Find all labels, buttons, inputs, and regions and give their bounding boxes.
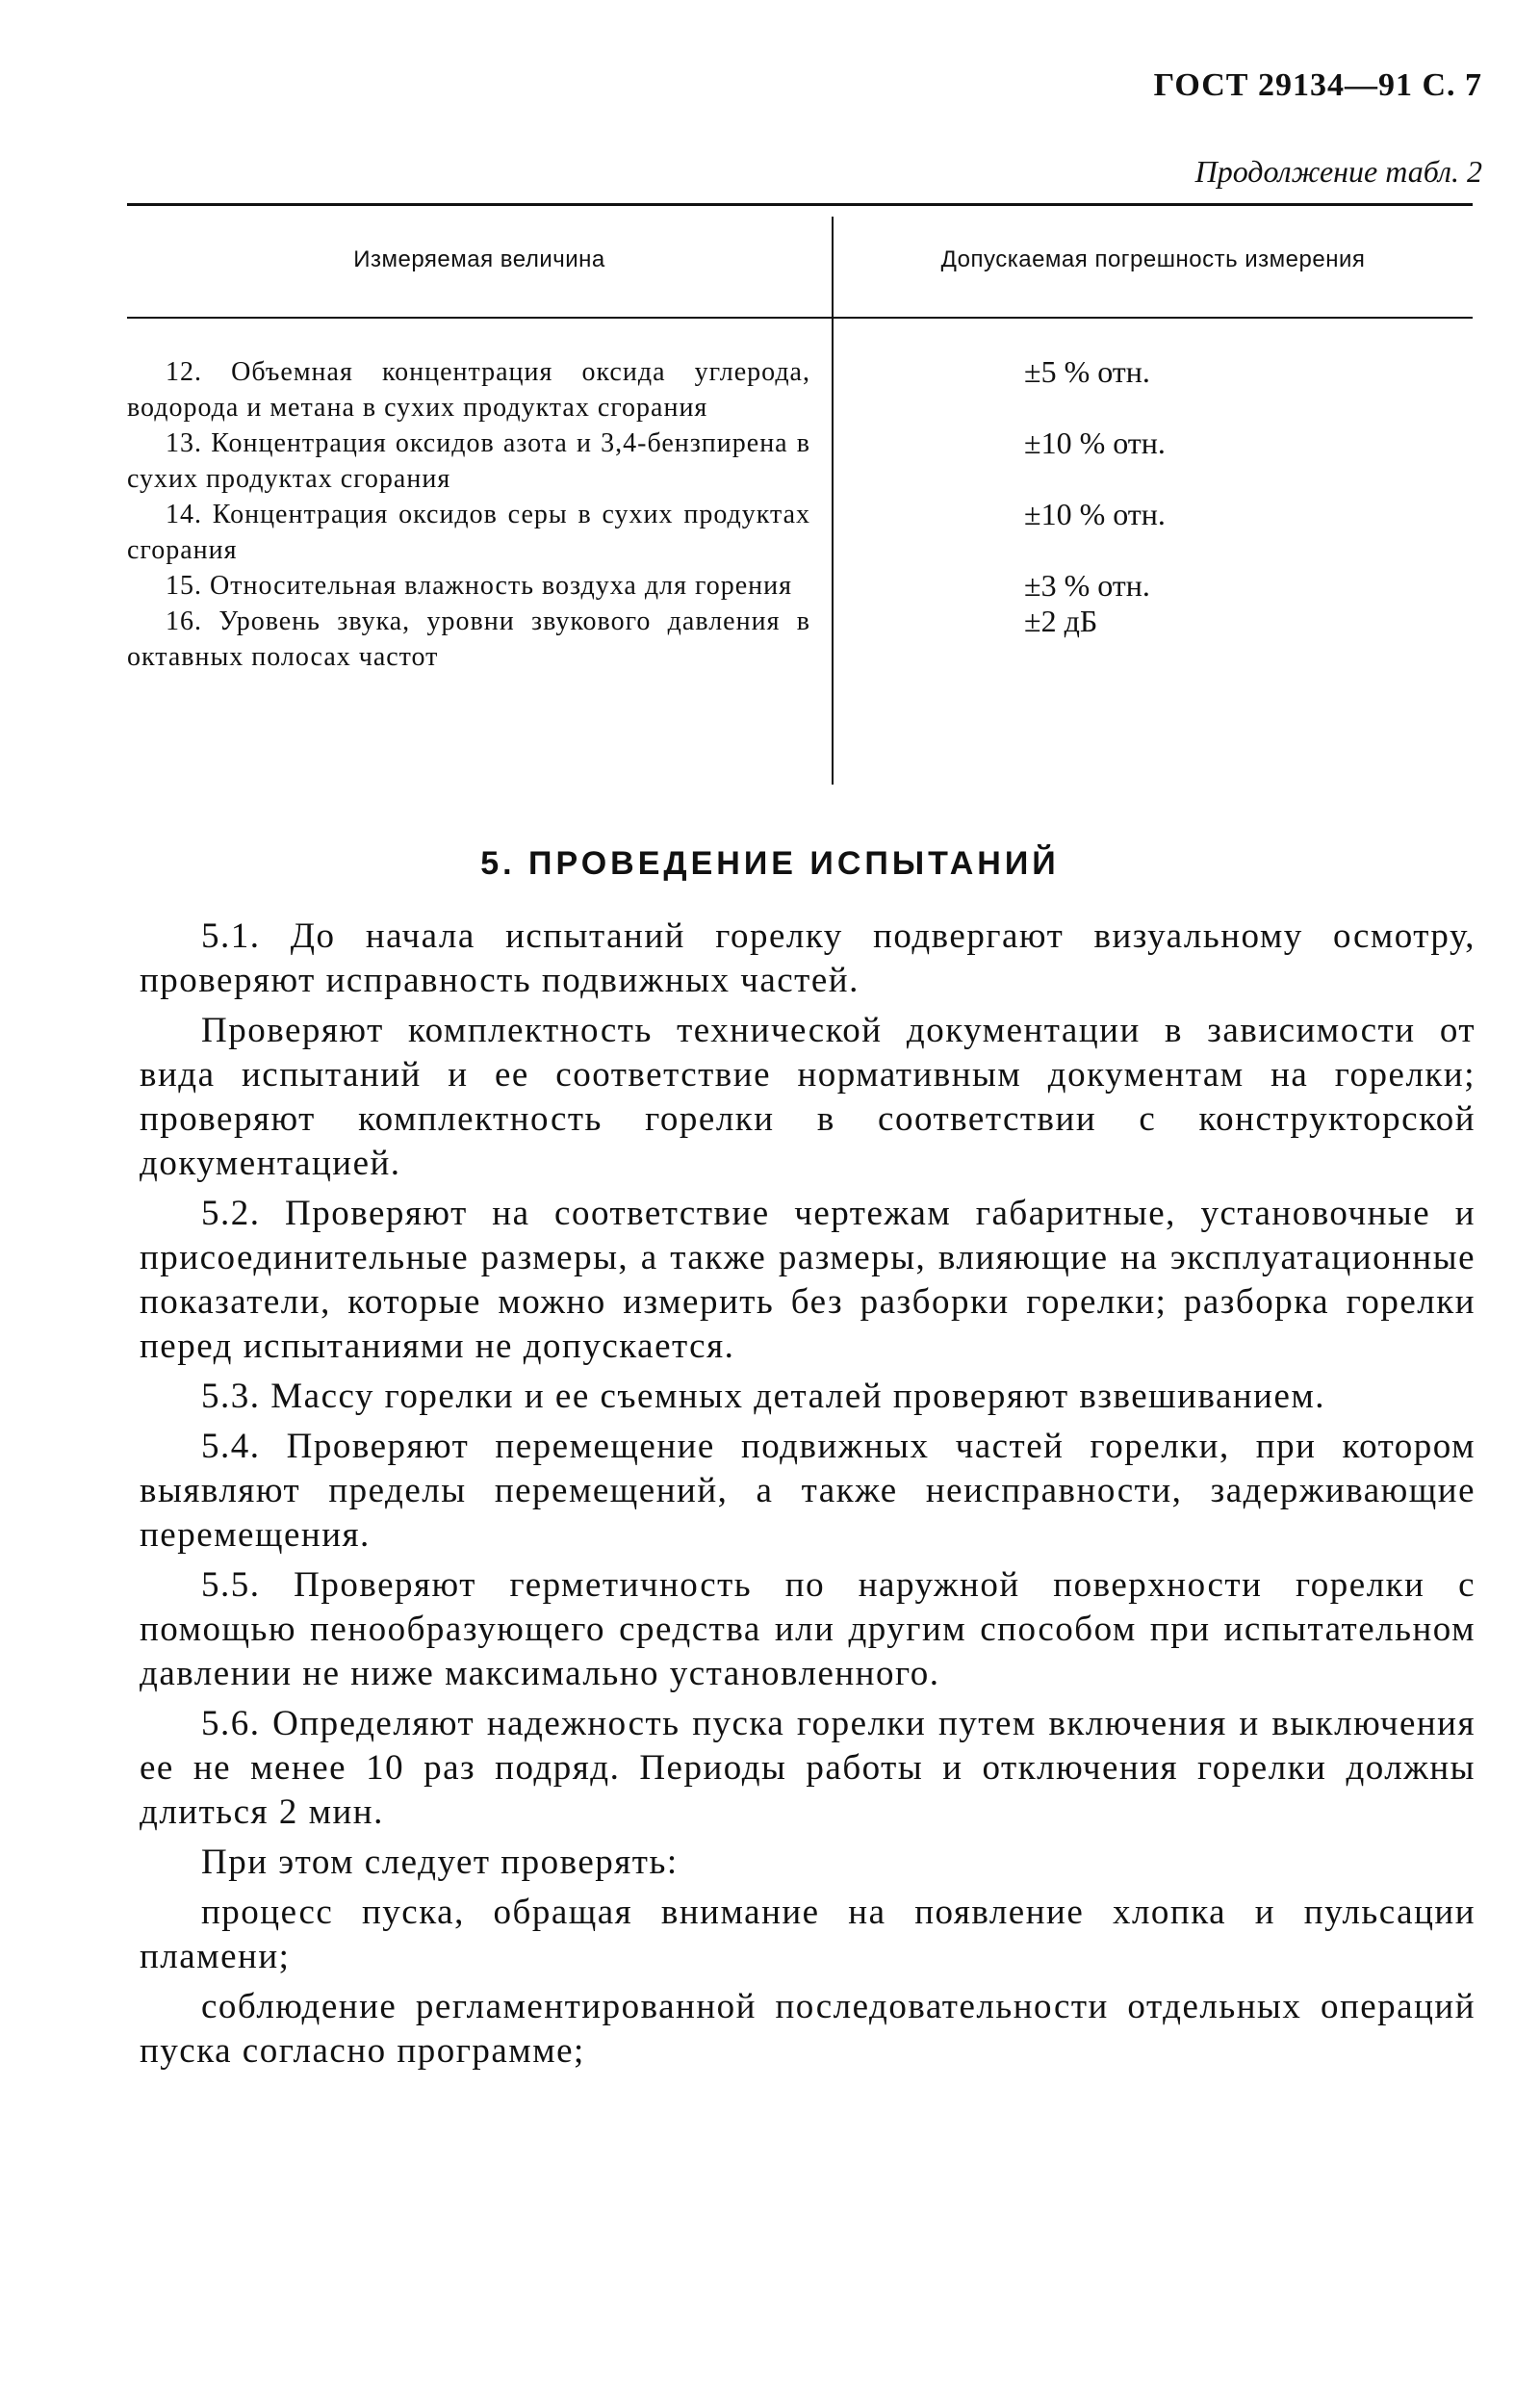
paragraph: 5.4. Проверяют перемещение подвижных частей горелки, при котором выявляют пределы перемещений, а также неисправности, задерживающие перемещения. [140, 1427, 1476, 1555]
paragraph: соблюдение регламентированной последовательности отдельных операций пуска согласно программе; [140, 1987, 1476, 2071]
row-description [127, 604, 810, 675]
section-title: 5. ПРОВЕДЕНИЕ ИСПЫТАНИЙ [480, 845, 1060, 882]
row-tolerance: ±3 % отн. [1024, 568, 1150, 603]
row-tolerance: ±2 дБ [1024, 604, 1098, 638]
row-tolerance: ±5 % отн. [1024, 354, 1150, 389]
row-number: 14. [166, 500, 202, 529]
column-header-quantity: Измеряемая величина [353, 246, 605, 272]
paragraph: 5.2. Проверяют на соответствие чертежам габаритные, установочные и присоединительные размеры, а также размеры, влияющие на эксплуатационные показатели, которые можно измерить без разборки горелки; разборка горелки перед испытаниями не допускается. [140, 1194, 1476, 1366]
row-text: Относительная влажность воздуха для горения [210, 571, 793, 601]
row-number: 16. [166, 606, 202, 636]
table-body [127, 354, 1473, 675]
table-row [127, 497, 1473, 568]
row-text: Концентрация оксидов азота и 3,4-бензпирена в сухих продуктах сгорания [127, 428, 811, 494]
row-text: Концентрация оксидов серы в сухих продуктах сгорания [127, 500, 810, 565]
row-tolerance: ±10 % отн. [1024, 497, 1166, 531]
table-header-rule [127, 317, 1473, 319]
table-continuation-label: Продолжение табл. 2 [1194, 154, 1482, 189]
paragraph: 5.5. Проверяют герметичность по наружной поверхности горелки с помощью пенообразующего средства или другим способом при испытательном давлении не ниже максимально установленного. [140, 1565, 1476, 1693]
paragraph: 5.3. Массу горелки и ее съемных деталей проверяют взвешиванием. [201, 1377, 1326, 1416]
row-description [127, 568, 810, 604]
row-text: Объемная концентрация оксида углерода, водорода и метана в сухих продуктах сгорания [127, 357, 810, 423]
row-text: Уровень звука, уровни звукового давления в октавных полосах частот [127, 606, 810, 672]
table-row [127, 604, 1473, 675]
row-description [127, 354, 810, 425]
table-row [127, 425, 1473, 497]
paragraph: При этом следует проверять: [201, 1843, 679, 1882]
document-header: ГОСТ 29134—91 С. 7 [1153, 67, 1482, 103]
row-number: 12. [166, 357, 202, 387]
paragraph: процесс пуска, обращая внимание на появление хлопка и пульсации пламени; [140, 1893, 1476, 1976]
row-number: 13. [166, 428, 202, 458]
paragraph: Проверяют комплектность технической документации в зависимости от вида испытаний и ее соответствие нормативным документам на горелки; проверяют комплектность горелки в соответствии с конструкторской документацией. [140, 1011, 1476, 1183]
row-description [127, 425, 810, 497]
row-tolerance: ±10 % отн. [1024, 425, 1166, 460]
paragraph: 5.1. До начала испытаний горелку подвергают визуальному осмотру, проверяют исправность подвижных частей. [140, 916, 1476, 1000]
row-number: 15. [166, 571, 202, 601]
table-row [127, 354, 1473, 425]
column-header-tolerance: Допускаемая погрешность измерения [940, 246, 1366, 272]
table-top-rule [127, 203, 1473, 206]
table-row [127, 568, 1473, 604]
row-description [127, 497, 810, 568]
section-body [140, 915, 1476, 2079]
paragraph: 5.6. Определяют надежность пуска горелки путем включения и выключения ее не менее 10 раз подряд. Периоды работы и отключения горелки должны длиться 2 мин. [140, 1704, 1476, 1832]
